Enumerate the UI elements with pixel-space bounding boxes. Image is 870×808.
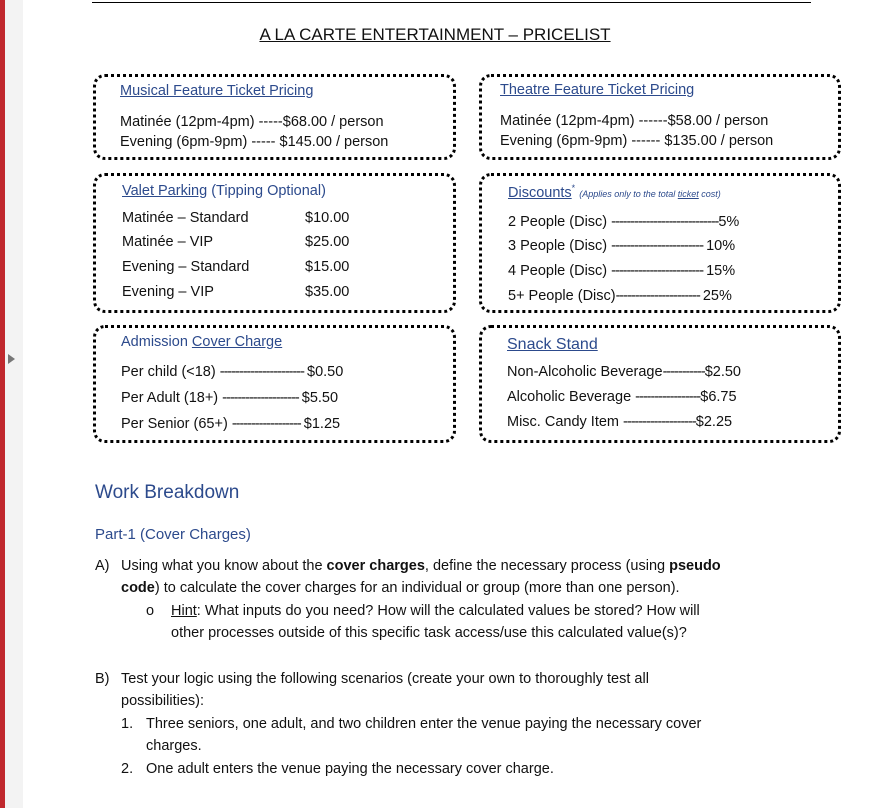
- part-1-heading: Part-1 (Cover Charges): [95, 526, 251, 543]
- snack-label: Alcoholic Beverage: [507, 389, 636, 405]
- hint-bullet: o: [146, 603, 155, 619]
- hint-line-1: : What inputs do you need? How will the calculated values be stored? How will: [196, 603, 700, 619]
- discount-value: 15%: [706, 263, 736, 279]
- snack-row-1: [507, 364, 741, 380]
- expand-arrow-icon[interactable]: [8, 354, 15, 364]
- discounts-note-suffix: cost): [698, 188, 721, 199]
- valet-label-3: Evening – Standard: [122, 259, 250, 275]
- valet-price-3: $15.00: [305, 259, 350, 275]
- theatre-heading: Theatre Feature Ticket Pricing: [500, 82, 695, 98]
- admission-row-1: [121, 364, 343, 380]
- snack-row-3: [507, 414, 732, 430]
- admission-row-2: [121, 390, 338, 406]
- snack-label: Misc. Candy Item: [507, 414, 624, 430]
- valet-price-2: $25.00: [305, 234, 350, 250]
- scenario-1-text: [146, 713, 826, 757]
- item-a-text: [121, 555, 821, 599]
- scenario-1-line-1: Three seniors, one adult, and two children enter the venue paying the necessary cover: [146, 716, 702, 732]
- discount-label: 5+ People (Disc): [508, 288, 616, 304]
- admission-heading-link: Cover Charge: [191, 334, 283, 350]
- musical-matinee: Matinée (12pm-4pm) -----$68.00 / person: [120, 114, 384, 130]
- item-a-bold-3: code: [121, 580, 155, 596]
- valet-heading: [122, 183, 326, 199]
- snack-heading: Snack Stand: [507, 336, 598, 353]
- theatre-evening: Evening (6pm-9pm) ------ $135.00 / person: [500, 133, 774, 149]
- valet-heading-note: (Tipping Optional): [207, 183, 326, 199]
- musical-evening: Evening (6pm-9pm) ----- $145.00 / person: [120, 134, 389, 150]
- valet-price-4: $35.00: [305, 284, 350, 300]
- scenario-1-number: 1.: [121, 716, 134, 732]
- discount-row-4: [508, 288, 732, 304]
- theatre-matinee: Matinée (12pm-4pm) ------$58.00 / person: [500, 113, 769, 129]
- item-a-t2: , define the necessary process (using: [424, 558, 670, 574]
- discounts-asterisk: *: [571, 183, 576, 193]
- admission-heading-plain: Admission: [121, 334, 192, 350]
- discounts-note-ticket: ticket: [677, 188, 699, 199]
- discount-label: 4 People (Disc): [508, 263, 612, 279]
- discount-leader: ------------------------: [611, 238, 707, 254]
- admission-label: Per Senior (65+): [121, 416, 232, 432]
- item-b-line-2: possibilities):: [121, 693, 204, 709]
- item-b-marker: B): [95, 671, 110, 687]
- valet-label-1: Matinée – Standard: [122, 210, 249, 226]
- item-a-t1: Using what you know about the: [121, 558, 327, 574]
- admission-leader: ------------------: [231, 416, 304, 432]
- valet-price-1: $10.00: [305, 210, 350, 226]
- admission-value: $5.50: [301, 390, 339, 406]
- scenario-1-line-2: charges.: [146, 738, 202, 754]
- hint-label: Hint: [171, 603, 197, 619]
- scenario-2-text: One adult enters the venue paying the necessary cover charge.: [146, 761, 554, 777]
- admission-row-3: [121, 416, 340, 432]
- snack-value: $2.25: [695, 414, 733, 430]
- discounts-title: Discounts: [508, 184, 572, 201]
- valet-heading-title: Valet Parking: [122, 183, 208, 199]
- discount-value: 10%: [706, 238, 736, 254]
- discounts-note-prefix: (Applies only to the total: [579, 188, 678, 199]
- item-b-text: [121, 668, 821, 712]
- hint-text: [171, 600, 821, 644]
- snack-value: $6.75: [700, 389, 737, 405]
- item-a-bold-1: cover charges: [326, 558, 425, 574]
- admission-value: $1.25: [303, 416, 341, 432]
- item-b-line-1: Test your logic using the following scenarios (create your own to thoroughly test all: [121, 671, 649, 687]
- snack-row-2: [507, 389, 737, 405]
- valet-label-2: Matinée – VIP: [122, 234, 214, 250]
- item-a-marker: A): [95, 558, 110, 574]
- discount-row-2: [508, 238, 735, 254]
- snack-leader: -----------------: [635, 389, 701, 405]
- item-a-t3: ) to calculate the cover charges for an individual or group (more than one person).: [154, 580, 680, 596]
- scenario-2-number: 2.: [121, 761, 134, 777]
- discounts-heading: [508, 183, 721, 201]
- discount-row-3: [508, 263, 735, 279]
- discount-leader: ----------------------: [615, 288, 703, 304]
- snack-label: Non-Alcoholic Beverage: [507, 364, 663, 380]
- snack-leader: -----------: [662, 364, 705, 380]
- valet-label-4: Evening – VIP: [122, 284, 214, 300]
- admission-value: $0.50: [307, 364, 344, 380]
- discount-leader: ----------------------------: [611, 214, 719, 230]
- admission-heading: [121, 334, 282, 350]
- discount-value: 25%: [702, 288, 732, 304]
- admission-label: Per child (<18): [121, 364, 220, 380]
- discount-label: 2 People (Disc): [508, 214, 612, 230]
- discount-label: 3 People (Disc): [508, 238, 612, 254]
- discount-value: 5%: [718, 214, 740, 230]
- admission-leader: --------------------: [222, 390, 302, 406]
- admission-leader: ----------------------: [219, 364, 307, 380]
- discount-row-1: [508, 214, 739, 230]
- snack-leader: -------------------: [623, 414, 696, 430]
- admission-label: Per Adult (18+): [121, 390, 223, 406]
- page-title: A LA CARTE ENTERTAINMENT – PRICELIST: [259, 25, 611, 44]
- work-breakdown-heading: Work Breakdown: [95, 482, 240, 503]
- snack-value: $2.50: [704, 364, 741, 380]
- left-margin: [5, 0, 23, 808]
- discounts-note: [579, 189, 721, 199]
- item-a-bold-2: pseudo: [669, 558, 721, 574]
- discount-leader: ------------------------: [611, 263, 707, 279]
- hint-line-2: other processes outside of this specific task access/use this calculated value(s)?: [171, 625, 687, 641]
- header-rule: [92, 2, 811, 3]
- musical-heading: Musical Feature Ticket Pricing: [120, 83, 314, 99]
